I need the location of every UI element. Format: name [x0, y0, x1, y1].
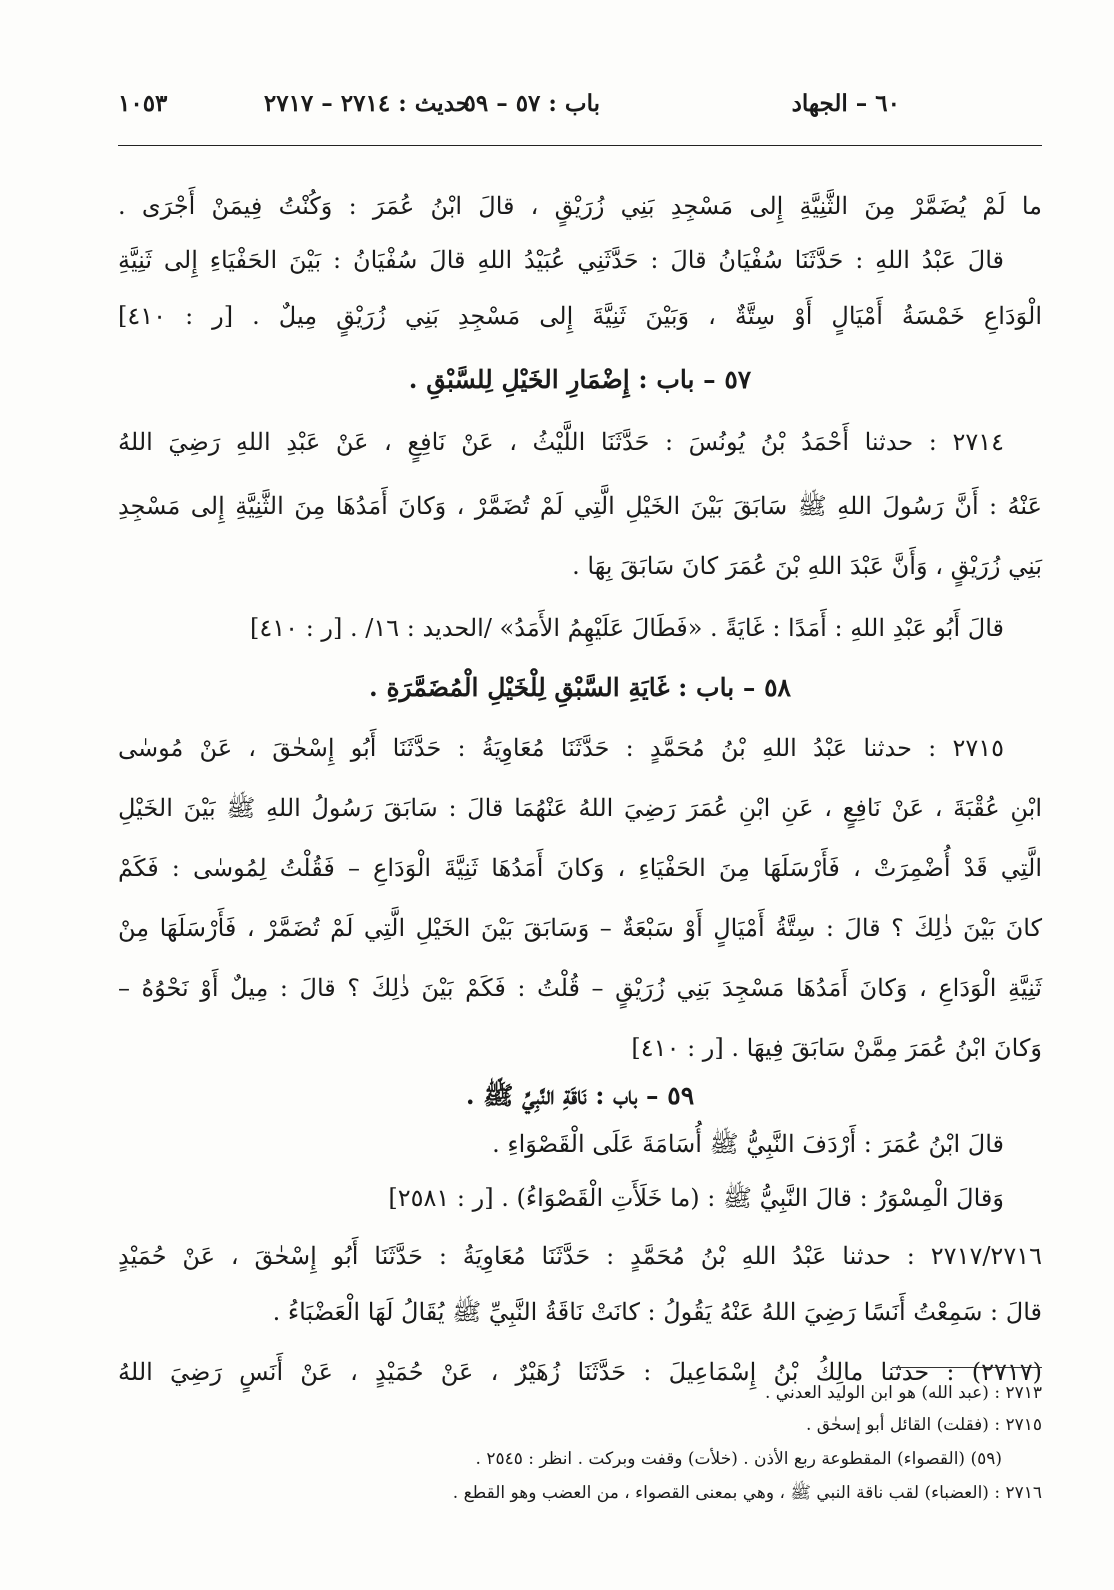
text-line: وَقالَ الْمِسْوَرُ : قالَ النَّبِيُّ ﷺ : (ما خَلَأَتِ الْقَصْوَاءُ) . [ر : ٢٥٨١]: [388, 1184, 1004, 1212]
footnote: ٢٧١٦ : (العضباء) لقب ناقة النبي ﷺ ، وهي بمعنى القصواء ، من العضب وهو القطع .: [452, 1483, 1042, 1503]
text-line: قالَ عَبْدُ اللهِ : حَدَّثَنَا سُفْيَانُ قالَ : حَدَّثَنِي عُبَيْدُ اللهِ قالَ سُفْيَانُ : بَيْنَ الحَفْيَاءِ إِلى ثَنِيَّةِ: [118, 246, 1005, 274]
footnote: (٥٩) (القصواء) المقطوعة ربع الأذن . (خلأت) وقفت وبركت . انظر : ٢٥٤٥ .: [475, 1449, 1002, 1469]
text-line: قالَ ابْنُ عُمَرَ : أَرْدَفَ النَّبِيُّ ﷺ أُسَامَةَ عَلَى الْقَصْوَاءِ .: [492, 1130, 1004, 1158]
text-line: الْوَدَاعِ خَمْسَةُ أَمْيَالٍ أَوْ سِتَّةٌ ، وَبَيْنَ ثَنِيَّةَ إِلى مَسْجِدِ بَنِي زُرَيْقٍ مِيلٌ . [ر : ٤١٠]: [118, 302, 1042, 330]
footnote: ٢٧١٥ : (فقلت) القائل أبو إسحٰق .: [805, 1415, 1042, 1435]
hadith-2717-line: (٢٧١٧) : حدثنا مالِكُ بْنُ إِسْمَاعِيلَ : حَدَّثَنَا زُهَيْرٌ ، عَنْ حُمَيْدٍ ، عَنْ أَنَسٍ رَضِيَ اللهُ: [118, 1358, 1042, 1386]
hadith-2715-line: ٢٧١٥ : حدثنا عَبْدُ اللهِ بْنُ مُحَمَّدٍ : حَدَّثَنَا مُعَاوِيَةُ : حَدَّثَنَا أَبُو إِسْحٰقَ ، عَنْ مُوسٰى: [118, 734, 1004, 762]
text-line: الَّتِي قَدْ أُضْمِرَتْ ، فَأَرْسَلَهَا مِنَ الحَفْيَاءِ ، وَكانَ أَمَدُهَا ثَنِيَّةَ الْوَدَاعِ – فَقُلْتُ لِمُوسٰى : فَكَمْ: [118, 854, 1042, 882]
text-line: قالَ : سَمِعْتُ أَنَسًا رَضِيَ اللهُ عَنْهُ يَقُولُ : كانَتْ نَاقَةُ النَّبِيِّ ﷺ يُقَالُ لَهَا الْعَضْبَاءُ .: [272, 1298, 1042, 1326]
bab-range: باب : ٥٧ – ٥٩: [463, 90, 600, 117]
text-line: ما لَمْ يُضَمَّرْ مِنَ الثَّنِيَّةِ إِلى مَسْجِدِ بَنِي زُرَيْقٍ ، قالَ ابْنُ عُمَرَ : وَكُنْتُ فِيمَنْ أَجْرَى .: [118, 192, 1042, 220]
running-header: [118, 86, 1042, 126]
hadith-range: حديث : ٢٧١٤ – ٢٧١٧: [263, 90, 470, 117]
chapter-heading-57: ٥٧ – باب : إِضْمَارِ الخَيْلِ لِلسَّبْقِ .: [408, 365, 752, 394]
footnote: ٢٧١٣ : (عبد الله) هو ابن الوليد العدني .: [765, 1383, 1042, 1403]
text-line: قالَ أَبُو عَبْدِ اللهِ : أَمَدًا : غَايَةً . «فَطَالَ عَلَيْهِمُ الأَمَدُ» /الحديد : ١٦/ . [ر : ٤١٠]: [250, 614, 1004, 642]
footnote-rule: [892, 1367, 1042, 1368]
chapter-heading-59: ٥٩ – باب : نَاقَةِ النَّبِيِّ ﷺ .: [465, 1081, 695, 1110]
hadith-2716-line: ٢٧١٧/٢٧١٦ : حدثنا عَبْدُ اللهِ بْنُ مُحَمَّدٍ : حَدَّثَنَا مُعَاوِيَةُ : حَدَّثَنَا أَبُو إِسْحٰقَ ، عَنْ حُمَيْدٍ: [118, 1242, 1042, 1270]
page-number: ١٠٥٣: [118, 90, 168, 117]
text-line: كانَ بَيْنَ ذٰلِكَ ؟ قالَ : سِتَّةُ أَمْيَالٍ أَوْ سَبْعَةٌ – وَسَابَقَ بَيْنَ الخَيْلِ الَّتِي لَمْ تُضَمَّرْ ، فَأَرْسَلَهَا مِنْ: [118, 914, 1042, 942]
text-line: عَنْهُ : أَنَّ رَسُولَ اللهِ ﷺ سَابَقَ بَيْنَ الخَيْلِ الَّتِي لَمْ تُضَمَّرْ ، وَكانَ أَمَدُهَا مِنَ الثَّنِيَّةِ إِلى مَسْجِدِ: [118, 492, 1042, 520]
text-line: ابْنِ عُقْبَةَ ، عَنْ نَافِعٍ ، عَنِ ابْنِ عُمَرَ رَضِيَ اللهُ عَنْهُمَا قالَ : سَابَقَ رَسُولُ اللهِ ﷺ بَيْنَ الخَيْلِ: [118, 794, 1042, 822]
text-line: بَنِي زُرَيْقٍ ، وَأَنَّ عَبْدَ اللهِ بْنَ عُمَرَ كانَ سَابَقَ بِهَا .: [572, 552, 1042, 580]
chapter-title: ٦٠ – الجهاد: [791, 90, 900, 117]
chapter-heading-58: ٥٨ – باب : غَايَةِ السَّبْقِ لِلْخَيْلِ الْمُضَمَّرَةِ .: [369, 673, 791, 702]
text-line: ثَنِيَّةِ الْوَدَاعِ ، وَكانَ أَمَدُهَا مَسْجِدَ بَنِي زُرَيْقٍ – قُلْتُ : فَكَمْ بَيْنَ ذٰلِكَ ؟ قالَ : مِيلٌ أَوْ نَحْوُهُ –: [118, 974, 1042, 1002]
hadith-2714-line: ٢٧١٤ : حدثنا أَحْمَدُ بْنُ يُونُسَ : حَدَّثَنَا اللَّيْثُ ، عَنْ نَافِعٍ ، عَنْ عَبْدِ اللهِ رَضِيَ اللهُ: [118, 428, 1004, 456]
header-rule: [118, 145, 1042, 146]
text-line: وَكانَ ابْنُ عُمَرَ مِمَّنْ سَابَقَ فِيهَا . [ر : ٤١٠]: [631, 1034, 1042, 1062]
